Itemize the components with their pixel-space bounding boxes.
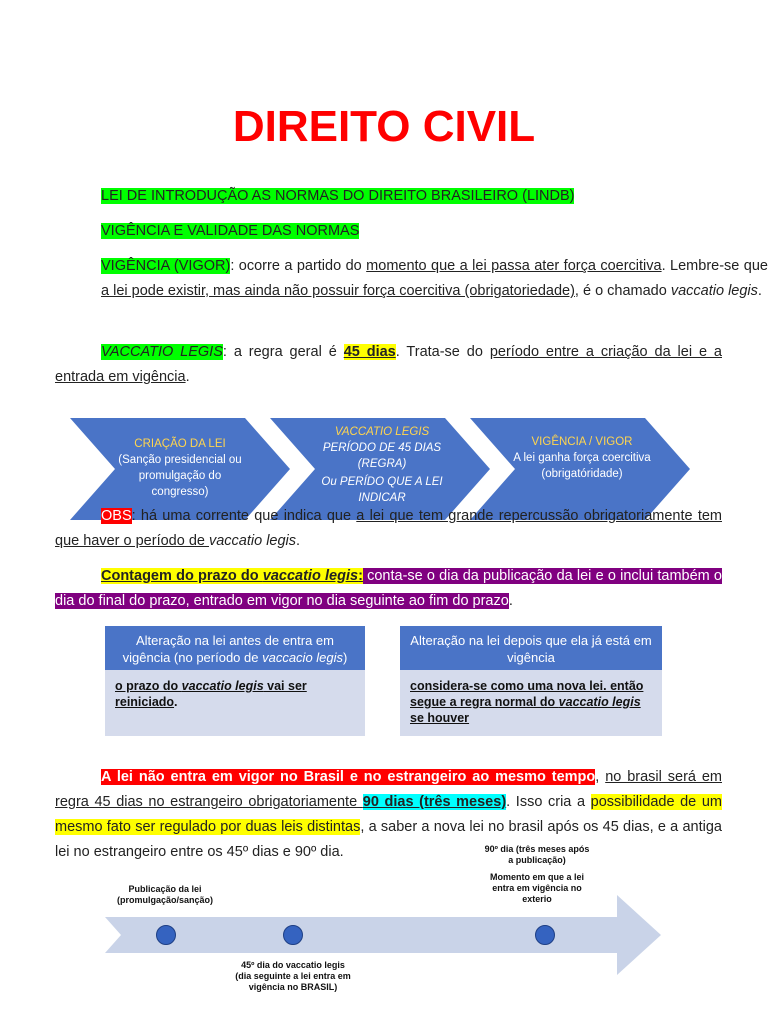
heading-lindb-text: LEI DE INTRODUÇÃO AS NORMAS DO DIREITO BRASILEIRO (LINDB): [101, 188, 575, 204]
brasil-text-3: , a saber a nova lei no brasil após os 45 dias, e a antiga lei no estrangeiro entre os 45º dias e 90º dia.: [55, 819, 722, 860]
timeline-arrow: [105, 895, 665, 975]
table-left-body-italic: vaccatio legis: [181, 679, 264, 693]
document-title: DIREITO CIVIL: [232, 102, 536, 151]
vigencia-label: VIGÊNCIA (VIGOR): [101, 258, 231, 274]
table-right-body-2: se houver: [410, 711, 470, 725]
contagem-purple: conta-se o dia da publicação da lei e o inclui também o dia do final do prazo, entrado em vigor no dia seguinte ao fim do prazo: [55, 568, 723, 609]
chevron-2-head: VACCATIO LEGIS: [334, 426, 430, 438]
contagem-label-2: :: [358, 568, 363, 584]
vigencia-italic: vaccatio legis: [670, 283, 758, 299]
contagem-label-italic: vaccatio legis: [262, 568, 359, 584]
vaccatio-text-2: . Trata-se do: [395, 344, 490, 360]
brasil-yellow: possibilidade de um mesmo fato ser regulado por duas leis distintas: [55, 794, 723, 835]
brasil-underline: no brasil será em regra 45 dias no estrangeiro obrigatoriamente: [55, 769, 722, 810]
vigencia-text-1: : ocorre a partido do: [230, 258, 367, 274]
vaccatio-days: 45 dias: [343, 344, 396, 360]
timeline-label-45-dias: 45º dia do vaccatio legis (dia seguinte a lei entra em vigência no BRASIL): [235, 960, 351, 992]
vigencia-text-2: . Lembre-se que: [661, 258, 768, 274]
contagem-label-1: Contagem do prazo do: [101, 568, 263, 584]
brasil-cyan: 90 dias (três meses): [362, 794, 507, 810]
obs-text-2: .: [296, 533, 301, 549]
vigencia-text-4: .: [757, 283, 762, 299]
vaccatio-text-1: : a regra geral é: [222, 344, 344, 360]
timeline-dot-45-dias: [283, 925, 303, 945]
vaccatio-underline: período entre a criação da lei e a entrada em vigência: [55, 344, 722, 385]
vigencia-underline-1: momento que a lei passa ater força coercitiva: [366, 258, 662, 274]
table-left-head-1: Alteração na lei antes de entra em vigência (no período de: [122, 633, 334, 665]
table-right-head: Alteração na lei depois que ela já está em vigência: [410, 633, 652, 665]
chevron-2-text: [312, 424, 452, 506]
timeline-dot-90-dias: [535, 925, 555, 945]
table-left-body: [105, 670, 365, 736]
brasil-red: A lei não entra em vigor no Brasil e no estrangeiro ao mesmo tempo: [101, 769, 596, 785]
table-left-body-3: .: [174, 695, 178, 709]
obs-label: OBS: [101, 508, 132, 524]
timeline-arrow-shape: [105, 895, 661, 975]
paragraph-contagem: [55, 564, 722, 614]
chevron-3-head: VIGÊNCIA / VIGOR: [531, 436, 633, 448]
table-right-header: [400, 626, 662, 670]
chevron-1-head: CRIAÇÃO DA LEI: [134, 438, 226, 450]
paragraph-obs: [55, 504, 722, 554]
chevron-1-body: (Sanção presidencial ou promulgação do congresso): [118, 454, 242, 498]
vigencia-text-3: , é o chamado: [574, 283, 671, 299]
heading-vigencia-text: VIGÊNCIA E VALIDADE DAS NORMAS: [101, 223, 360, 239]
chevron-1-text: [110, 436, 250, 500]
brasil-text-1: ,: [595, 769, 606, 785]
paragraph-vigencia: [55, 254, 768, 304]
chevron-3-body: A lei ganha força coercitiva (obrigatóridade): [513, 452, 651, 480]
table-right-body-italic: vaccatio legis: [558, 695, 641, 709]
vaccatio-label: VACCATIO LEGIS: [101, 344, 223, 360]
table-left-head-italic: vaccacio legis: [262, 650, 344, 665]
vigencia-underline-2: a lei pode existir, mas ainda não possuir força coercitiva (obrigatoriedade): [101, 283, 575, 299]
table-left-header: [105, 626, 365, 670]
paragraph-vaccatio: [55, 340, 722, 390]
table-right-body: [400, 670, 662, 736]
obs-text-1: : há uma corrente que indica que: [131, 508, 357, 524]
chevron-3-text: [512, 434, 652, 482]
vaccatio-text-3: .: [185, 369, 190, 385]
chevron-2-body-2: Ou PERÍDO QUE A LEI INDICAR: [321, 476, 443, 504]
table-right-body-1: considera-se como uma nova lei. então segue a regra normal do: [410, 679, 644, 709]
table-left-head-2: ): [343, 650, 348, 665]
contagem-text-1: .: [508, 593, 513, 609]
obs-underline: a lei que tem grande repercussão obrigatoriamente tem que haver o período de: [55, 508, 722, 549]
timeline-label-exterior: Momento em que a lei entra em vigência no exterio: [489, 872, 585, 904]
heading-vigencia: [55, 219, 768, 244]
brasil-text-2: . Isso cria a: [506, 794, 591, 810]
table-left-body-1: o prazo do: [115, 679, 182, 693]
chevron-2-body: PERÍODO DE 45 DIAS (REGRA): [322, 442, 442, 470]
timeline-dot-publicacao: [156, 925, 176, 945]
paragraph-brasil: [55, 765, 722, 865]
heading-lindb: [55, 184, 768, 209]
table-left-body-2: vai ser reiniciado: [115, 679, 307, 709]
timeline-label-publicacao: Publicação da lei (promulgação/sanção): [116, 884, 214, 905]
contagem-label: [101, 568, 363, 584]
obs-italic: vaccatio legis: [208, 533, 297, 549]
timeline-label-90-dias: 90º dia (três meses após a publicação): [484, 844, 590, 865]
